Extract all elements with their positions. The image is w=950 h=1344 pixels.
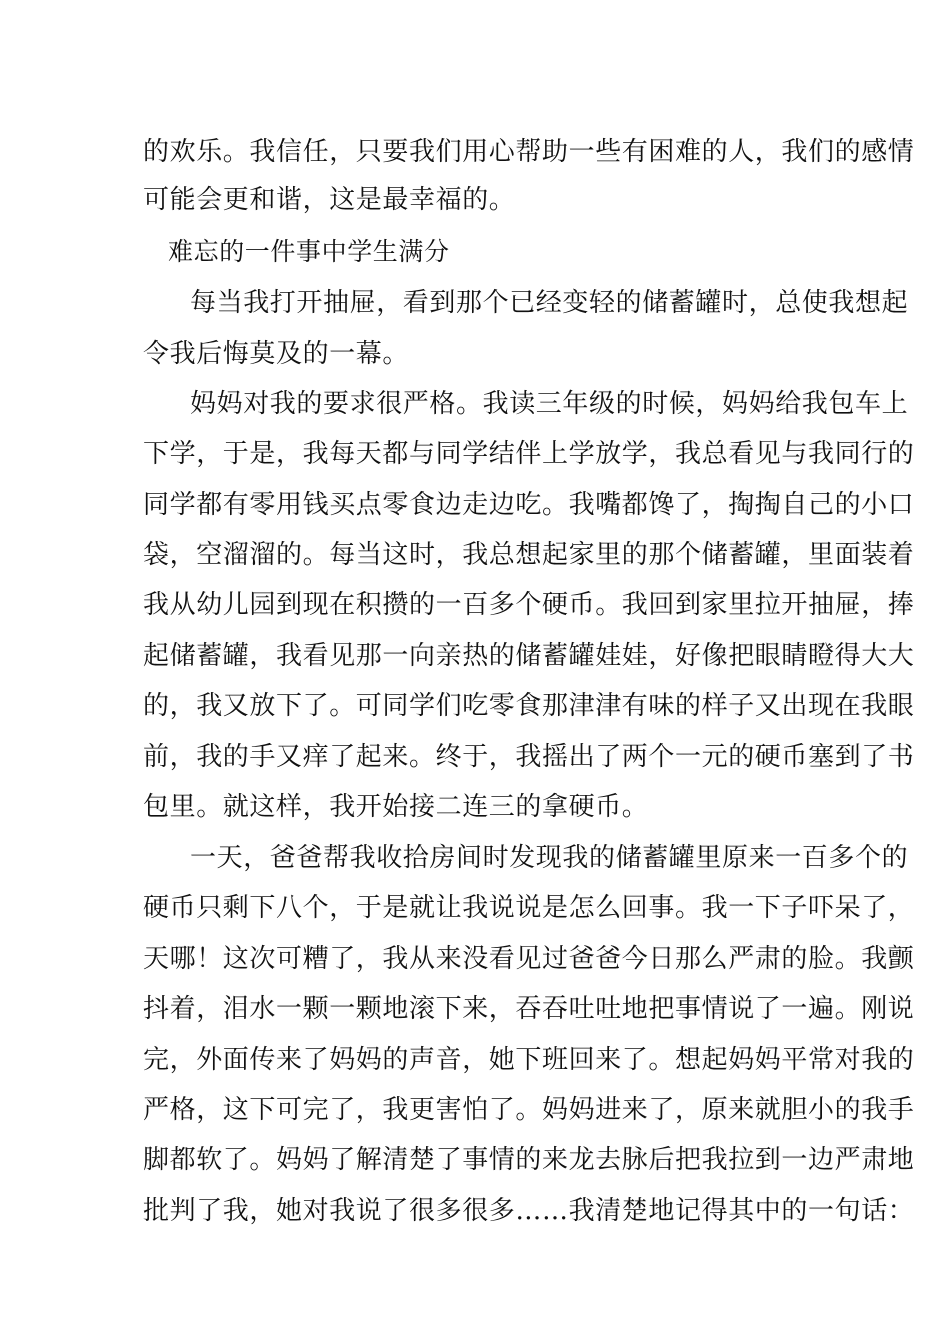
article-title: 难忘的一件事中学生满分	[168, 237, 450, 266]
text-line: 批判了我，她对我说了很多很多……我清楚地记得其中的一句话：	[143, 1196, 915, 1226]
text-line: 脚都软了。妈妈了解清楚了事情的来龙去脉后把我拉到一边严肃地	[143, 1145, 915, 1175]
paragraph-first-line: 一天，爸爸帮我收拾房间时发现我的储蓄罐里原来一百多个的	[190, 843, 909, 873]
text-line: 严格，这下可完了，我更害怕了。妈妈进来了，原来就胆小的我手	[143, 1095, 915, 1125]
text-line: 可能会更和谐，这是最幸福的。	[143, 185, 516, 215]
text-line: 的，我又放下了。可同学们吃零食那津津有味的样子又出现在我眼	[143, 691, 915, 721]
text-line: 硬币只剩下八个，于是就让我说说是怎么回事。我一下子吓呆了，	[143, 893, 915, 923]
paragraph-first-line: 妈妈对我的要求很严格。我读三年级的时候，妈妈给我包车上	[190, 389, 909, 419]
paragraph-first-line: 每当我打开抽屉，看到那个已经变轻的储蓄罐时，总使我想起	[190, 288, 909, 318]
text-line: 完，外面传来了妈妈的声音，她下班回来了。想起妈妈平常对我的	[143, 1045, 915, 1075]
text-line: 下学，于是，我每天都与同学结伴上学放学，我总看见与我同行的	[143, 439, 915, 469]
text-line: 包里。就这样，我开始接二连三的拿硬币。	[143, 792, 649, 822]
text-line: 同学都有零用钱买点零食边走边吃。我嘴都馋了，掏掏自己的小口	[143, 490, 915, 520]
text-line: 我从幼儿园到现在积攒的一百多个硬币。我回到家里拉开抽屉，捧	[143, 590, 915, 620]
text-line: 的欢乐。我信任，只要我们用心帮助一些有困难的人，我们的感情	[143, 137, 915, 167]
text-line: 令我后悔莫及的一幕。	[143, 339, 410, 369]
text-line: 抖着，泪水一颗一颗地滚下来，吞吞吐吐地把事情说了一遍。刚说	[143, 994, 915, 1024]
text-line: 起储蓄罐，我看见那一向亲热的储蓄罐娃娃，好像把眼睛瞪得大大	[143, 641, 915, 671]
text-line: 天哪！这次可糟了，我从来没看见过爸爸今日那么严肃的脸。我颤	[143, 944, 915, 974]
text-line: 袋，空溜溜的。每当这时，我总想起家里的那个储蓄罐，里面装着	[143, 540, 915, 570]
text-line: 前，我的手又痒了起来。终于，我摇出了两个一元的硬币塞到了书	[143, 742, 915, 772]
